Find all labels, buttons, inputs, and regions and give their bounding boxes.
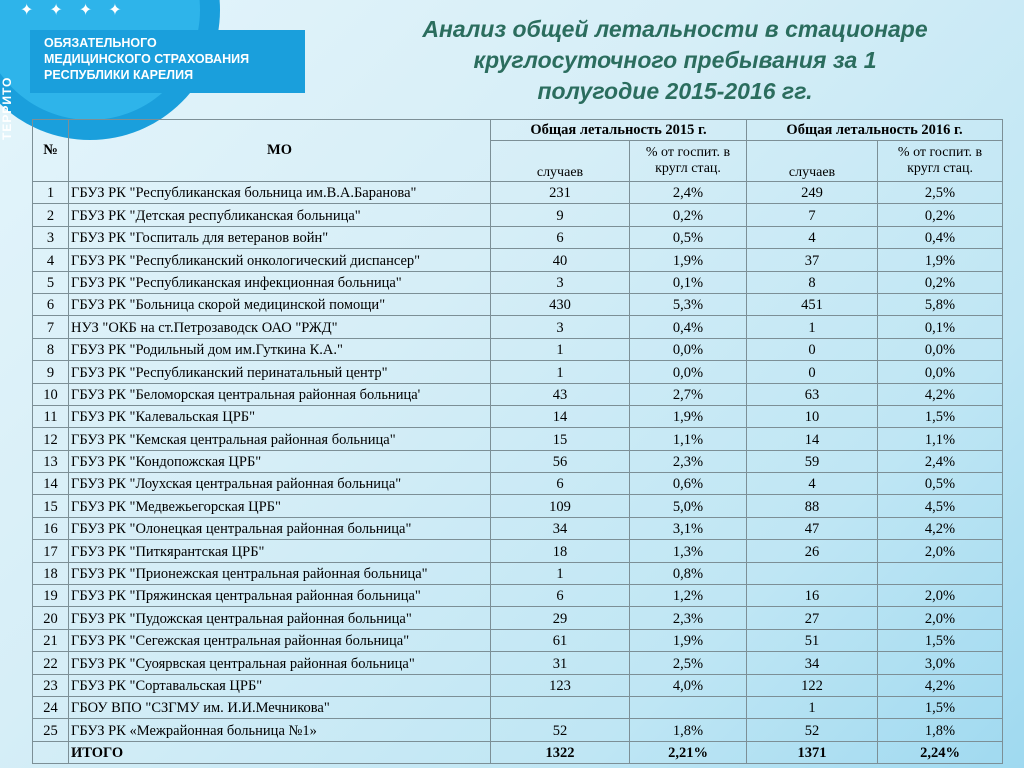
table-row (33, 562, 1003, 584)
row-pct-2016: 0,4% (878, 226, 1003, 248)
row-pct-2015: 0,1% (630, 271, 747, 293)
row-number: 17 (33, 540, 69, 562)
header-group-2016: Общая летальность 2016 г. (747, 120, 1003, 141)
row-pct-2015: 1,9% (630, 629, 747, 651)
row-cases-2015: 29 (491, 607, 630, 629)
org-line-1: ОБЯЗАТЕЛЬНОГО (44, 36, 157, 50)
row-mo-name: ГБУЗ РК "Кемская центральная районная больница" (69, 428, 491, 450)
table-row (33, 652, 1003, 674)
total-pct-2015: 2,21% (630, 741, 747, 763)
row-pct-2015: 2,4% (630, 182, 747, 204)
header-mo: МО (69, 120, 491, 182)
total-cases-2015: 1322 (491, 741, 630, 763)
row-number: 20 (33, 607, 69, 629)
row-pct-2016: 0,5% (878, 473, 1003, 495)
table-row (33, 405, 1003, 427)
row-cases-2015: 31 (491, 652, 630, 674)
row-number: 24 (33, 696, 69, 718)
table-row (33, 585, 1003, 607)
row-pct-2015: 4,0% (630, 674, 747, 696)
header-num: № (33, 120, 69, 182)
row-cases-2015: 430 (491, 293, 630, 315)
row-mo-name: ГБУЗ РК "Суоярвская центральная районная больница" (69, 652, 491, 674)
total-pct-2016: 2,24% (878, 741, 1003, 763)
row-number: 5 (33, 271, 69, 293)
row-pct-2016: 1,8% (878, 719, 1003, 741)
row-mo-name: ГБУЗ РК "Пряжинская центральная районная больница" (69, 585, 491, 607)
row-cases-2016: 34 (747, 652, 878, 674)
row-pct-2015: 0,8% (630, 562, 747, 584)
table-row (33, 450, 1003, 472)
table-row (33, 517, 1003, 539)
row-cases-2016: 7 (747, 204, 878, 226)
table-row (33, 607, 1003, 629)
row-cases-2016: 0 (747, 338, 878, 360)
row-cases-2016: 88 (747, 495, 878, 517)
row-pct-2016 (878, 562, 1003, 584)
row-pct-2015: 1,3% (630, 540, 747, 562)
row-pct-2015: 1,1% (630, 428, 747, 450)
row-pct-2016: 4,2% (878, 674, 1003, 696)
row-pct-2016: 4,2% (878, 383, 1003, 405)
total-cases-2016: 1371 (747, 741, 878, 763)
row-pct-2016: 2,5% (878, 182, 1003, 204)
header-pct-2016: % от госпит. в кругл стац. (878, 141, 1003, 182)
mortality-table (32, 119, 1003, 764)
row-pct-2015: 0,2% (630, 204, 747, 226)
row-pct-2016: 4,2% (878, 517, 1003, 539)
row-pct-2015: 1,2% (630, 585, 747, 607)
logo-vertical-text: ТЕРРИТО (0, 76, 14, 140)
row-cases-2016: 16 (747, 585, 878, 607)
row-cases-2015: 1 (491, 562, 630, 584)
row-number: 12 (33, 428, 69, 450)
row-cases-2015: 1 (491, 338, 630, 360)
row-cases-2015: 61 (491, 629, 630, 651)
table-row (33, 226, 1003, 248)
row-cases-2015: 52 (491, 719, 630, 741)
row-cases-2015: 123 (491, 674, 630, 696)
row-cases-2015: 15 (491, 428, 630, 450)
row-cases-2015: 6 (491, 473, 630, 495)
row-number: 19 (33, 585, 69, 607)
row-mo-name: ГБУЗ РК "Пудожская центральная районная больница" (69, 607, 491, 629)
row-number: 11 (33, 405, 69, 427)
row-pct-2016: 1,5% (878, 405, 1003, 427)
row-number: 15 (33, 495, 69, 517)
header-group-2015: Общая летальность 2015 г. (491, 120, 747, 141)
row-mo-name: ГБОУ ВПО "СЗГМУ им. И.И.Мечникова" (69, 696, 491, 718)
row-pct-2015: 5,0% (630, 495, 747, 517)
row-pct-2016: 0,2% (878, 271, 1003, 293)
row-number: 3 (33, 226, 69, 248)
row-number: 7 (33, 316, 69, 338)
table-row (33, 540, 1003, 562)
row-cases-2016: 4 (747, 473, 878, 495)
row-number: 2 (33, 204, 69, 226)
row-pct-2015: 0,0% (630, 361, 747, 383)
row-cases-2016: 14 (747, 428, 878, 450)
row-cases-2015: 6 (491, 585, 630, 607)
table-row (33, 473, 1003, 495)
row-cases-2016: 26 (747, 540, 878, 562)
row-pct-2015: 1,9% (630, 249, 747, 271)
row-pct-2015: 2,7% (630, 383, 747, 405)
table-row (33, 316, 1003, 338)
row-mo-name: ГБУЗ РК "Питкярантская ЦРБ" (69, 540, 491, 562)
row-pct-2016: 2,4% (878, 450, 1003, 472)
row-mo-name: ГБУЗ РК "Госпиталь для ветеранов войн" (69, 226, 491, 248)
row-number: 8 (33, 338, 69, 360)
row-cases-2015: 34 (491, 517, 630, 539)
row-mo-name: ГБУЗ РК "Детская республиканская больница" (69, 204, 491, 226)
row-pct-2016: 1,9% (878, 249, 1003, 271)
row-mo-name: ГБУЗ РК "Калевальская ЦРБ" (69, 405, 491, 427)
row-mo-name: НУЗ "ОКБ на ст.Петрозаводск ОАО "РЖД" (69, 316, 491, 338)
row-cases-2016: 63 (747, 383, 878, 405)
row-number: 4 (33, 249, 69, 271)
header-cases-2015: случаев (491, 141, 630, 182)
row-number: 10 (33, 383, 69, 405)
row-cases-2015: 3 (491, 271, 630, 293)
table-row (33, 495, 1003, 517)
row-mo-name: ГБУЗ РК "Сегежская центральная районная больница" (69, 629, 491, 651)
row-cases-2016: 27 (747, 607, 878, 629)
table-row (33, 719, 1003, 741)
logo-figures-icon: ✦ ✦ ✦ ✦ (20, 2, 128, 19)
row-mo-name: ГБУЗ РК "Прионежская центральная районная больница" (69, 562, 491, 584)
row-pct-2015: 2,3% (630, 607, 747, 629)
org-line-3: РЕСПУБЛИКИ КАРЕЛИЯ (44, 68, 194, 82)
total-empty-cell (33, 741, 69, 763)
table-row (33, 361, 1003, 383)
row-mo-name: ГБУЗ РК "Больница скорой медицинской помощи" (69, 293, 491, 315)
row-number: 9 (33, 361, 69, 383)
row-pct-2016: 0,0% (878, 338, 1003, 360)
title-line-2: круглосуточного пребывания за 1 (473, 47, 877, 73)
row-cases-2016: 51 (747, 629, 878, 651)
row-cases-2015: 6 (491, 226, 630, 248)
table-row (33, 182, 1003, 204)
row-pct-2015: 1,9% (630, 405, 747, 427)
row-pct-2015: 0,5% (630, 226, 747, 248)
row-pct-2015: 2,5% (630, 652, 747, 674)
row-pct-2015: 0,0% (630, 338, 747, 360)
row-number: 23 (33, 674, 69, 696)
table-row (33, 629, 1003, 651)
row-cases-2015: 43 (491, 383, 630, 405)
row-cases-2016: 122 (747, 674, 878, 696)
row-cases-2015: 231 (491, 182, 630, 204)
row-mo-name: ГБУЗ РК "Олонецкая центральная районная больница" (69, 517, 491, 539)
title-line-1: Анализ общей летальности в стационаре (422, 16, 928, 42)
row-pct-2015: 3,1% (630, 517, 747, 539)
row-mo-name: ГБУЗ РК «Межрайонная больница №1» (69, 719, 491, 741)
row-cases-2016: 451 (747, 293, 878, 315)
row-cases-2016: 59 (747, 450, 878, 472)
row-cases-2016: 0 (747, 361, 878, 383)
row-cases-2016: 10 (747, 405, 878, 427)
table-row (33, 271, 1003, 293)
row-number: 14 (33, 473, 69, 495)
row-pct-2016: 2,0% (878, 607, 1003, 629)
row-cases-2016: 37 (747, 249, 878, 271)
row-cases-2015: 18 (491, 540, 630, 562)
row-number: 22 (33, 652, 69, 674)
row-number: 21 (33, 629, 69, 651)
row-cases-2016: 4 (747, 226, 878, 248)
table-row (33, 383, 1003, 405)
row-cases-2016: 1 (747, 696, 878, 718)
row-mo-name: ГБУЗ РК "Медвежьегорская ЦРБ" (69, 495, 491, 517)
row-mo-name: ГБУЗ РК "Республиканский онкологический диспансер" (69, 249, 491, 271)
title-line-3: полугодие 2015-2016 гг. (537, 78, 813, 104)
header-pct-2015: % от госпит. в кругл стац. (630, 141, 747, 182)
row-mo-name: ГБУЗ РК "Сортавальская ЦРБ" (69, 674, 491, 696)
row-pct-2015 (630, 696, 747, 718)
row-mo-name: ГБУЗ РК "Лоухская центральная районная больница" (69, 473, 491, 495)
row-number: 25 (33, 719, 69, 741)
row-mo-name: ГБУЗ РК "Беломорская центральная районная больница' (69, 383, 491, 405)
row-cases-2016: 249 (747, 182, 878, 204)
page-title (330, 14, 1020, 107)
row-cases-2015: 3 (491, 316, 630, 338)
row-mo-name: ГБУЗ РК "Кондопожская ЦРБ" (69, 450, 491, 472)
table-row (33, 338, 1003, 360)
row-number: 1 (33, 182, 69, 204)
total-row (33, 741, 1003, 763)
row-pct-2016: 3,0% (878, 652, 1003, 674)
row-number: 6 (33, 293, 69, 315)
org-line-2: МЕДИЦИНСКОГО СТРАХОВАНИЯ (44, 52, 250, 66)
row-pct-2015: 5,3% (630, 293, 747, 315)
row-cases-2015 (491, 696, 630, 718)
row-cases-2015: 40 (491, 249, 630, 271)
row-pct-2015: 1,8% (630, 719, 747, 741)
row-cases-2015: 9 (491, 204, 630, 226)
row-number: 16 (33, 517, 69, 539)
table-row (33, 249, 1003, 271)
row-cases-2016: 47 (747, 517, 878, 539)
org-banner (30, 30, 305, 93)
row-pct-2016: 5,8% (878, 293, 1003, 315)
table-row (33, 674, 1003, 696)
row-pct-2016: 2,0% (878, 585, 1003, 607)
row-cases-2015: 109 (491, 495, 630, 517)
row-pct-2016: 2,0% (878, 540, 1003, 562)
row-cases-2015: 14 (491, 405, 630, 427)
row-mo-name: ГБУЗ РК "Республиканский перинатальный центр" (69, 361, 491, 383)
table-row (33, 428, 1003, 450)
row-pct-2016: 1,5% (878, 696, 1003, 718)
row-cases-2016 (747, 562, 878, 584)
row-pct-2015: 0,6% (630, 473, 747, 495)
header-cases-2016: случаев (747, 141, 878, 182)
row-pct-2016: 0,2% (878, 204, 1003, 226)
row-pct-2015: 0,4% (630, 316, 747, 338)
row-mo-name: ГБУЗ РК "Республиканская инфекционная больница" (69, 271, 491, 293)
row-pct-2016: 0,0% (878, 361, 1003, 383)
table-row (33, 696, 1003, 718)
row-cases-2016: 1 (747, 316, 878, 338)
row-number: 13 (33, 450, 69, 472)
row-pct-2016: 4,5% (878, 495, 1003, 517)
row-pct-2015: 2,3% (630, 450, 747, 472)
row-cases-2016: 8 (747, 271, 878, 293)
row-mo-name: ГБУЗ РК "Родильный дом им.Гуткина К.А." (69, 338, 491, 360)
row-pct-2016: 1,5% (878, 629, 1003, 651)
table-row (33, 204, 1003, 226)
table-body (33, 182, 1003, 764)
row-number: 18 (33, 562, 69, 584)
total-label: ИТОГО (69, 741, 491, 763)
row-cases-2016: 52 (747, 719, 878, 741)
row-mo-name: ГБУЗ РК "Республиканская больница им.В.А.Баранова" (69, 182, 491, 204)
row-cases-2015: 56 (491, 450, 630, 472)
table-row (33, 293, 1003, 315)
row-pct-2016: 1,1% (878, 428, 1003, 450)
row-pct-2016: 0,1% (878, 316, 1003, 338)
row-cases-2015: 1 (491, 361, 630, 383)
